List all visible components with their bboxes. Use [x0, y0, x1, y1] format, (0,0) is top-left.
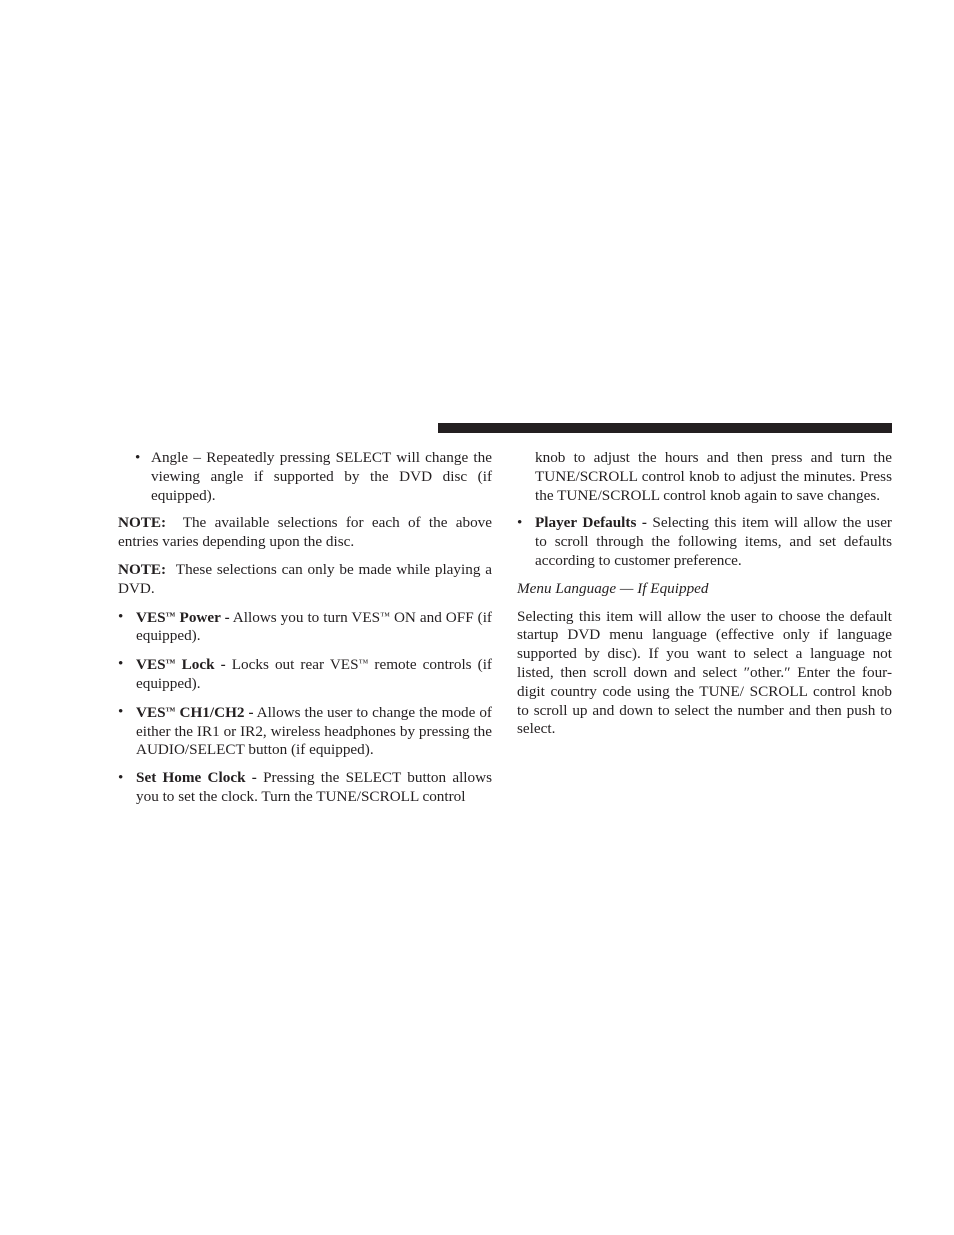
- ves-lock-bullet: [118, 655, 492, 694]
- player-defaults-term: Player Defaults -: [535, 514, 647, 532]
- home-clock-text: Pressing the SELECT button allows you to set the clock. Turn the TUNE/SCROLL control: [136, 769, 492, 805]
- ves-power-text: Allows you to turn VES™ ON and OFF (if equipped).: [136, 608, 492, 645]
- section-header-bar: [438, 423, 892, 433]
- ves-ch-bullet: [118, 703, 492, 760]
- note-text: The available selections for each of the above entries varies depending upon the disc.: [118, 514, 492, 551]
- bullet-glyph: •: [517, 514, 523, 532]
- home-clock-bullet: [118, 769, 492, 807]
- note-selections-vary: [118, 514, 492, 552]
- note-text: These selections can only be made while playing a DVD.: [118, 560, 493, 597]
- home-clock-term: Set Home Clock -: [136, 769, 257, 787]
- right-column: [517, 449, 892, 739]
- bullet-glyph: •: [118, 702, 124, 720]
- note-label: NOTE:: [118, 560, 167, 578]
- angle-text: Angle – Repeatedly pressing SELECT will change the viewing angle if supported by the DVD disc (if equipped).: [151, 449, 492, 504]
- bullet-glyph: •: [118, 655, 124, 673]
- ves-power-bullet: [118, 608, 492, 647]
- home-clock-continued: knob to adjust the hours and then press and turn the TUNE/SCROLL control knob to adjust the minutes. Press the TUNE/SCROLL control knob again to save changes.: [535, 449, 892, 504]
- player-defaults-bullet: [517, 514, 892, 570]
- ves-ch-term: VES™ CH1/CH2 -: [136, 703, 254, 721]
- ves-power-term: VES™ Power -: [136, 608, 230, 626]
- menu-language-heading: Menu Language — If Equipped: [517, 579, 709, 597]
- note-dvd-only: [118, 561, 492, 599]
- ves-lock-term: VES™ Lock -: [136, 656, 226, 674]
- bullet-glyph: •: [118, 769, 124, 787]
- ves-lock-text: Locks out rear VES™ remote controls (if equipped).: [136, 656, 492, 692]
- bullet-glyph: •: [135, 449, 141, 466]
- left-column: [118, 449, 492, 816]
- angle-bullet: [118, 449, 492, 505]
- ves-ch-text: Allows the user to change the mode of either the IR1 or IR2, wireless headphones by pressing the AUDIO/SELECT button (if equipped).: [136, 703, 492, 759]
- menu-language-text: Selecting this item will allow the user to choose the default startup DVD menu language (effective only if language supported by disc). If you want to select a language not listed, then scroll down and select ″other.″ Enter the four-digit country code using the TUNE/ SCROLL control knob to scroll up and down to select the number and then push to select.: [517, 607, 892, 738]
- bullet-glyph: •: [118, 607, 124, 625]
- note-label: NOTE:: [118, 514, 167, 532]
- player-defaults-text: Selecting this item will allow the user to scroll through the following items, and set defaults according to customer preference.: [535, 514, 892, 569]
